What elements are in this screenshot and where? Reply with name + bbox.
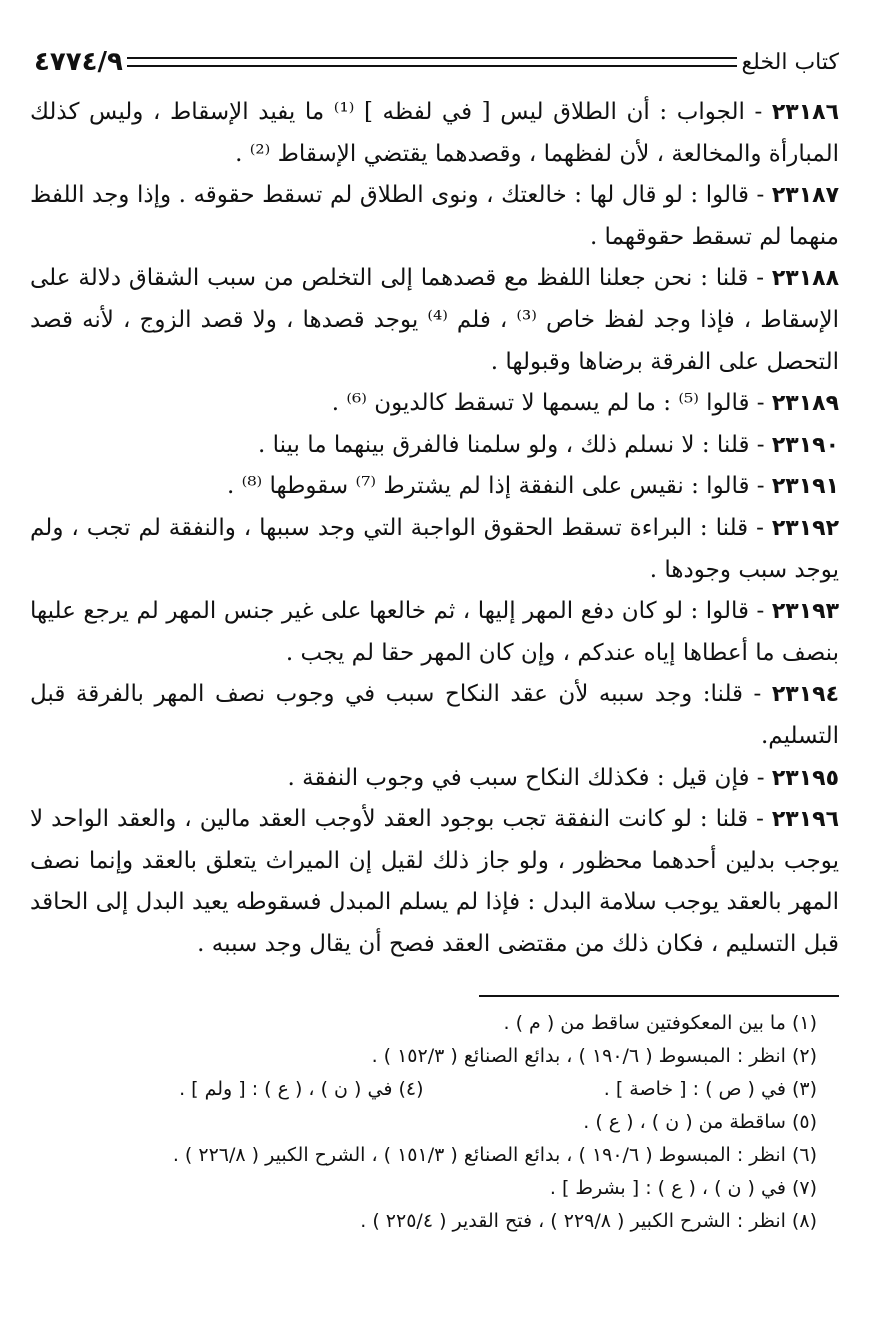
issue-number: ٢٣١٩٠ xyxy=(771,432,839,458)
footnote-5: (٥) ساقطة من ( ن ) ، ( ع ) . xyxy=(583,1111,817,1134)
footnote-1: (١) ما بين المعكوفتين ساقط من ( م ) . xyxy=(503,1012,817,1035)
book-title: كتاب الخلع xyxy=(741,49,839,75)
issue-number: ٢٣١٨٦ xyxy=(771,100,839,125)
paragraph-23186 xyxy=(30,92,839,175)
issue-number: ٢٣١٨٧ xyxy=(771,183,839,209)
issue-number: ٢٣١٩٣ xyxy=(771,599,840,625)
paragraph-text: - قالوا ⁽⁵⁾ : ما لم يسمها لا تسقط كالديون ⁽⁶⁾ . xyxy=(331,390,765,417)
footnote-3: (٣) في ( ص ) : [ خاصة ] . xyxy=(603,1078,817,1101)
paragraph-text: - قلنا : البراءة تسقط الحقوق الواجبة التي وجد سببها ، والنفقة لم تجب ، ولم يوجد سبب وجودها . xyxy=(30,514,839,583)
issue-number: ٢٣١٩٥ xyxy=(771,765,839,791)
paragraph-23187 xyxy=(30,175,839,258)
issue-number: ٢٣١٩٦ xyxy=(771,807,840,833)
paragraph-23193 xyxy=(30,591,839,674)
paragraph-23196 xyxy=(30,799,839,965)
issue-number: ٢٣١٨٩ xyxy=(771,391,839,417)
paragraph-text: - قالوا : نقيس على النفقة إذا لم يشترط ⁽⁷⁾ سقوطها ⁽⁸⁾ . xyxy=(227,473,765,500)
paragraph-text: - الجواب : أن الطلاق ليس [ في لفظه ] ⁽¹⁾ ما يفيد الإسقاط ، وليس كذلك المبارأة والمخالعة ، لأن لفظهما ، وقصدهما يقتضي الإسقاط ⁽²⁾ . xyxy=(30,99,839,167)
paragraph-text: - قلنا : لا نسلم ذلك ، ولو سلمنا فالفرق بينهما ما بينا . xyxy=(257,431,765,458)
footnote-6: (٦) انظر : المبسوط ( ١٩٠/٦ ) ، بدائع الصنائع ( ١٥١/٣ ) ، الشرح الكبير ( ٢٢٦/٨ ) . xyxy=(172,1144,817,1167)
paragraph-text: - فإن قيل : فكذلك النكاح سبب في وجوب النفقة . xyxy=(287,764,765,791)
paragraph-23195 xyxy=(30,758,839,800)
issue-number: ٢٣١٩١ xyxy=(771,474,839,500)
paragraph-23190 xyxy=(30,425,839,467)
footnote-row-3-4 xyxy=(30,1073,817,1106)
paragraph-text: - قلنا : لو كانت النفقة تجب بوجود العقد لأوجب العقد مالين ، والعقد الواحد لا يوجب بدلين أحدهما محظور ، ولو جاز ذلك لقيل إن الميراث يتعلق بالعقد وإنما نصف المهر بالعقد يوجب سلامة البدل : فإذا لم يسلم المبدل فسقوطه يعيد البدل إلى الحاقد قبل التسليم ، فكان ذلك من مقتضى العقد فصح أن يقال وجد سببه . xyxy=(30,806,839,957)
issue-number: ٢٣١٩٤ xyxy=(771,682,839,708)
paragraph-23189 xyxy=(30,383,839,425)
running-header xyxy=(30,40,839,84)
paragraph-23191 xyxy=(30,466,839,508)
footnote-rule xyxy=(479,995,839,997)
paragraph-text: - قلنا : نحن جعلنا اللفظ مع قصدهما إلى التخلص من سبب الشقاق دلالة على الإسقاط ، فإذا وجد لفظ خاص ⁽³⁾ ، فلم ⁽⁴⁾ يوجد قصدها ، ولا قصد الزوج ، لأنه قصد التحصل على الفرقة برضاها وقبولها . xyxy=(30,265,839,375)
paragraph-text: - قالوا : لو قال لها : خالعتك ، ونوى الطلاق لم تسقط حقوقه . وإذا وجد اللفظ منهما لم تسقط حقوقهما . xyxy=(30,182,839,250)
paragraph-text: - قالوا : لو كان دفع المهر إليها ، ثم خالعها على غير جنس المهر لم يرجع عليها بنصف ما أعطاها إياه عندكم ، وإن كان المهر حقا لم يجب . xyxy=(30,598,839,666)
footnotes xyxy=(30,995,839,1238)
footnote-7: (٧) في ( ن ) ، ( ع ) : [ بشرط ] . xyxy=(549,1177,817,1200)
paragraph-23194 xyxy=(30,674,839,757)
paragraph-text: - قلنا: وجد سببه لأن عقد النكاح سبب في وجوب نصف المهر بالفرقة قبل التسليم. xyxy=(30,681,839,749)
page-number: ٤٧٧٤/٩ xyxy=(34,47,123,77)
paragraph-23192 xyxy=(30,508,839,591)
main-text xyxy=(30,92,839,965)
issue-number: ٢٣١٨٨ xyxy=(771,266,839,292)
footnote-4: (٤) في ( ن ) ، ( ع ) : [ ولم ] . xyxy=(179,1078,424,1101)
footnote-8: (٨) انظر : الشرح الكبير ( ٢٢٩/٨ ) ، فتح القدير ( ٢٢٥/٤ ) . xyxy=(360,1210,817,1233)
footnote-2: (٢) انظر : المبسوط ( ١٩٠/٦ ) ، بدائع الصنائع ( ١٥٢/٣ ) . xyxy=(371,1045,817,1068)
header-rule xyxy=(127,57,738,67)
paragraph-23188 xyxy=(30,258,839,383)
issue-number: ٢٣١٩٢ xyxy=(771,515,839,541)
